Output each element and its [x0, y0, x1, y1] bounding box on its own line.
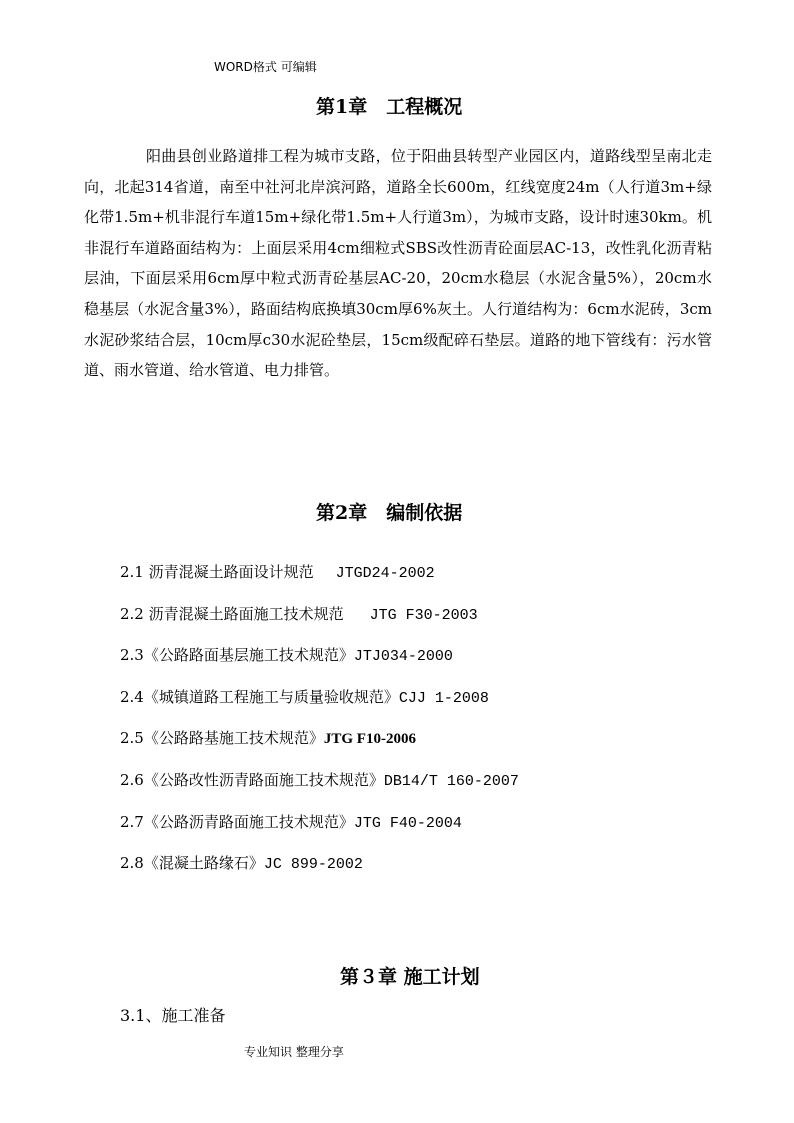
- reference-item: [120, 558, 519, 600]
- reference-name: 2.3《公路路面基层施工技术规范》: [120, 646, 354, 665]
- reference-code: JTG F30-2003: [369, 606, 478, 624]
- reference-name: 2.4《城镇道路工程施工与质量验收规范》: [120, 687, 399, 706]
- reference-name: 2.6《公路改性沥青路面施工技术规范》: [120, 770, 384, 789]
- reference-code: JTGD24-2002: [335, 565, 435, 582]
- reference-code: JTJ034-2000: [353, 648, 453, 666]
- reference-code: DB14/T 160-2007: [383, 772, 519, 790]
- reference-name: 2.8《混凝土路缘石》: [120, 854, 264, 873]
- page-footer: 专业知识 整理分享: [244, 1045, 344, 1059]
- reference-code: JC 899-2002: [263, 856, 363, 874]
- reference-item: [120, 600, 519, 642]
- reference-item: [120, 683, 519, 725]
- section-3-1-title: 3.1、施工准备: [120, 1006, 226, 1025]
- reference-item: [120, 849, 519, 891]
- reference-name: 2.7《公路沥青路面施工技术规范》: [120, 812, 354, 831]
- reference-item: [120, 808, 519, 850]
- reference-code: JTG F10-2006: [323, 731, 416, 748]
- reference-list: [120, 558, 519, 891]
- reference-name: 2.2 沥青混凝土路面施工技术规范: [120, 604, 344, 623]
- chapter1-body: 阳曲县创业路道排工程为城市支路，位于阳曲县转型产业园区内，道路线型呈南北走向，北起314省道，南至中社河北岸滨河路，道路全长600m，红线宽度24m（人行道3m+绿化带1.5m+机非混行车道15m+绿化带1.5m+人行道3m），为城市支路，设计时速30km。机非混行车道路面结构为：上面层采用4cm细粒式SBS改性沥青砼面层AC-13，改性乳化沥青粘层油，下面层采用6cm厚中粒式沥青砼基层AC-20，20cm水稳层（水泥含量5%），20cm水稳基层（水泥含量3%），路面结构底换填30cm厚6%灰土。人行道结构为：6cm水泥砖，3cm水泥砂浆结合层，10cm厚c30水泥砼垫层，15cm级配碎石垫层。道路的地下管线有：污水管道、雨水管道、给水管道、电力排管。: [84, 147, 712, 380]
- reference-item: [120, 766, 519, 808]
- reference-item: [120, 724, 519, 766]
- reference-name: 2.1 沥青混凝土路面设计规范: [120, 563, 314, 581]
- chapter3-title: 第３章 施工计划: [340, 966, 480, 988]
- reference-name: 2.5《公路路基施工技术规范》: [120, 729, 324, 748]
- reference-code: JTG F40-2004: [353, 814, 462, 832]
- chapter1-title: 第1章 工程概况: [316, 96, 463, 118]
- page-header: WORD格式 可编辑: [214, 60, 317, 74]
- chapter2-title: 第2章 编制依据: [316, 502, 463, 524]
- reference-code: CJJ 1-2008: [398, 689, 489, 707]
- reference-item: [120, 641, 519, 683]
